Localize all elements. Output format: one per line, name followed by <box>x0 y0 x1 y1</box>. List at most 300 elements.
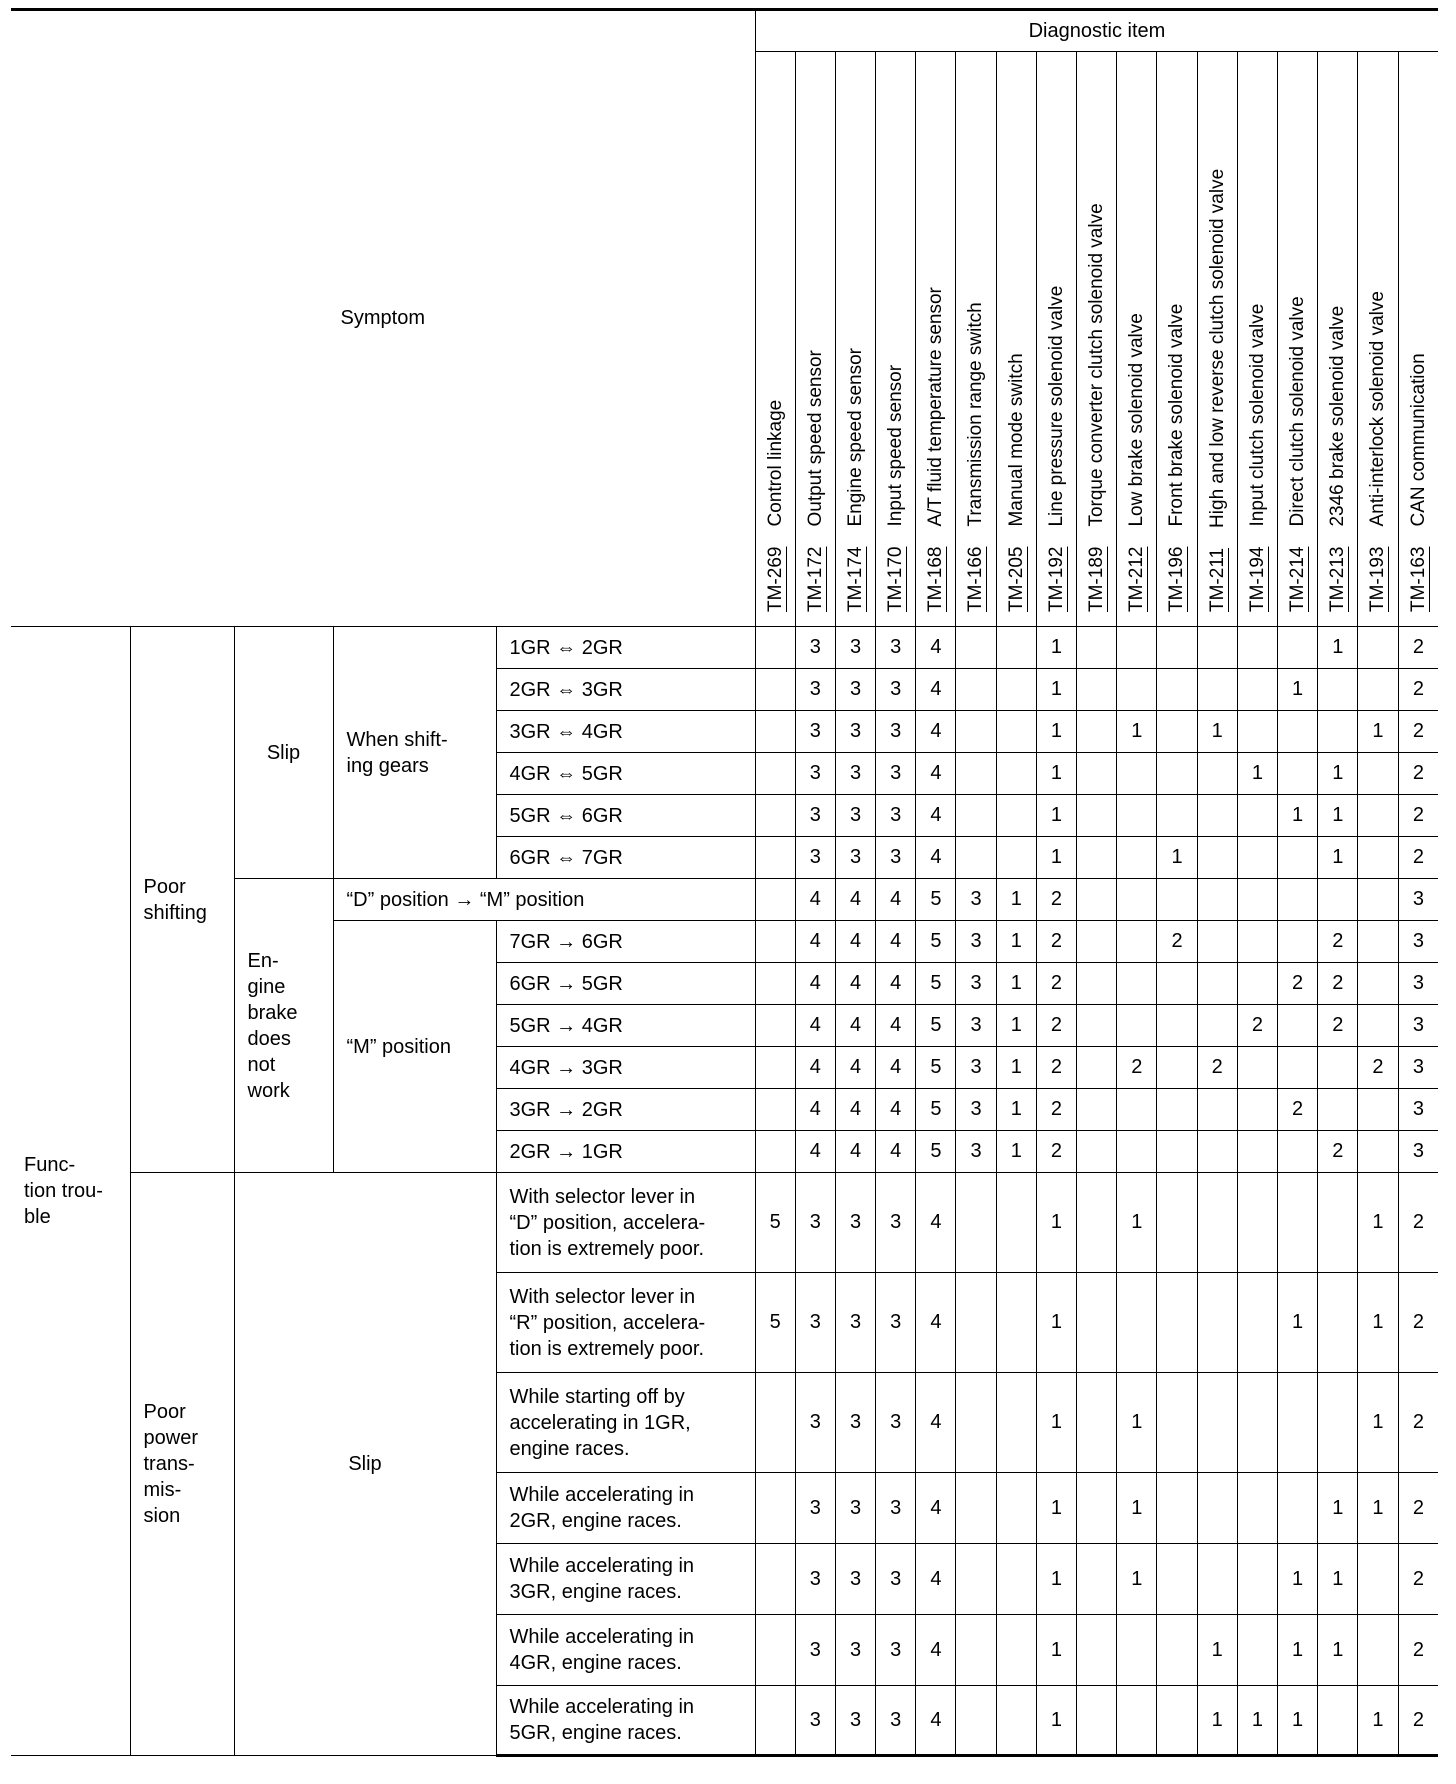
priority-value <box>1157 1273 1197 1373</box>
priority-value: 1 <box>1036 795 1076 837</box>
column-header <box>1237 52 1277 627</box>
priority-value: 3 <box>1398 1047 1438 1089</box>
priority-value: 3 <box>795 669 835 711</box>
priority-value <box>755 1473 795 1544</box>
priority-value: 4 <box>876 1131 916 1173</box>
symptom-label: 4GR ⇔ 5GR <box>496 753 755 795</box>
priority-value <box>1237 921 1277 963</box>
priority-value <box>996 795 1036 837</box>
priority-value <box>956 795 996 837</box>
priority-value <box>1157 879 1197 921</box>
priority-value <box>755 627 795 669</box>
priority-value <box>1358 963 1398 1005</box>
priority-value: 1 <box>996 1047 1036 1089</box>
priority-value: 2 <box>1036 1131 1076 1173</box>
priority-value <box>1277 1131 1317 1173</box>
symptom-label: With selector lever in “D” position, accelera- tion is extremely poor. <box>496 1173 755 1273</box>
priority-value: 1 <box>1036 1173 1076 1273</box>
priority-value: 4 <box>876 921 916 963</box>
category-slip-power: Slip <box>234 1173 496 1756</box>
priority-value: 4 <box>795 963 835 1005</box>
priority-value: 3 <box>956 1047 996 1089</box>
reference-link[interactable]: TM-213 <box>1327 546 1349 612</box>
priority-value <box>956 1615 996 1686</box>
priority-value <box>1277 1373 1317 1473</box>
priority-value <box>1197 837 1237 879</box>
priority-value: 3 <box>1398 879 1438 921</box>
priority-value: 3 <box>876 837 916 879</box>
priority-value: 3 <box>795 753 835 795</box>
priority-value <box>1318 879 1358 921</box>
column-header <box>1157 52 1197 627</box>
diagnostic-item-name: 2346 brake solenoid valve <box>1327 305 1349 527</box>
priority-value: 3 <box>835 837 875 879</box>
reference-link[interactable]: TM-163 <box>1407 546 1429 612</box>
priority-value: 2 <box>1398 627 1438 669</box>
priority-value: 2 <box>1197 1047 1237 1089</box>
priority-value <box>1117 879 1157 921</box>
priority-value: 1 <box>1318 753 1358 795</box>
priority-value: 3 <box>795 1615 835 1686</box>
priority-value <box>1117 963 1157 1005</box>
symptom-label: With selector lever in “R” position, accelera- tion is extremely poor. <box>496 1273 755 1373</box>
priority-value: 3 <box>835 1373 875 1473</box>
priority-value <box>1117 627 1157 669</box>
column-header <box>1358 52 1398 627</box>
priority-value: 4 <box>835 963 875 1005</box>
priority-value: 2 <box>1398 1615 1438 1686</box>
priority-value <box>1077 627 1117 669</box>
priority-value: 5 <box>755 1173 795 1273</box>
column-header <box>1398 52 1438 627</box>
priority-value: 1 <box>1117 711 1157 753</box>
priority-value <box>1117 1005 1157 1047</box>
priority-value <box>755 1373 795 1473</box>
priority-value: 1 <box>1036 1373 1076 1473</box>
symptom-label: 5GR → 4GR <box>496 1005 755 1047</box>
reference-link[interactable]: TM-196 <box>1166 546 1188 612</box>
symptom-label: 7GR → 6GR <box>496 921 755 963</box>
priority-value: 3 <box>876 627 916 669</box>
priority-value <box>996 669 1036 711</box>
priority-value <box>1358 1544 1398 1615</box>
symptom-label: While starting off by accelerating in 1GR, engine races. <box>496 1373 755 1473</box>
priority-value <box>1077 753 1117 795</box>
priority-value <box>1237 1373 1277 1473</box>
priority-value: 3 <box>795 1473 835 1544</box>
priority-value: 1 <box>1036 1686 1076 1756</box>
priority-value: 2 <box>1036 1089 1076 1131</box>
priority-value: 1 <box>1036 711 1076 753</box>
priority-value <box>1117 1089 1157 1131</box>
priority-value <box>1277 879 1317 921</box>
priority-value: 3 <box>956 963 996 1005</box>
column-header <box>1117 52 1157 627</box>
priority-value: 3 <box>795 1173 835 1273</box>
priority-value <box>1277 1047 1317 1089</box>
symptom-label: While accelerating in 3GR, engine races. <box>496 1544 755 1615</box>
priority-value: 2 <box>1398 711 1438 753</box>
priority-value: 4 <box>916 1173 956 1273</box>
symptom-label: 1GR ⇔ 2GR <box>496 627 755 669</box>
priority-value <box>1157 1615 1197 1686</box>
column-header <box>956 52 996 627</box>
priority-value: 3 <box>956 1005 996 1047</box>
reference-link[interactable]: TM-269 <box>764 546 786 612</box>
priority-value: 3 <box>876 669 916 711</box>
priority-value: 5 <box>916 1005 956 1047</box>
column-header <box>755 52 795 627</box>
symptom-label: 6GR ⇔ 7GR <box>496 837 755 879</box>
priority-value: 2 <box>1398 1686 1438 1756</box>
priority-value: 4 <box>916 837 956 879</box>
priority-value <box>1077 1615 1117 1686</box>
priority-value <box>1237 627 1277 669</box>
priority-value <box>1237 1173 1277 1273</box>
priority-value <box>1358 921 1398 963</box>
priority-value: 2 <box>1318 963 1358 1005</box>
priority-value <box>1157 753 1197 795</box>
priority-value <box>996 753 1036 795</box>
diagnostic-item-name: Manual mode switch <box>1005 353 1027 527</box>
reference-link[interactable]: TM-172 <box>804 546 826 612</box>
priority-value: 2 <box>1398 1373 1438 1473</box>
priority-value: 2 <box>1036 921 1076 963</box>
diagnostic-item-name: Anti-interlock solenoid valve <box>1367 291 1389 527</box>
priority-value: 2 <box>1358 1047 1398 1089</box>
priority-value <box>1237 1089 1277 1131</box>
priority-value <box>1277 1473 1317 1544</box>
priority-value: 1 <box>1277 1544 1317 1615</box>
column-header <box>1318 52 1358 627</box>
priority-value <box>1077 963 1117 1005</box>
category-slip: Slip <box>234 627 333 879</box>
priority-value <box>1318 1686 1358 1756</box>
category-m-position: “M” position <box>333 921 496 1173</box>
priority-value <box>1157 1373 1197 1473</box>
column-header <box>1036 52 1076 627</box>
priority-value <box>1077 921 1117 963</box>
priority-value <box>1237 1544 1277 1615</box>
priority-value: 1 <box>1036 669 1076 711</box>
priority-value: 2 <box>1398 795 1438 837</box>
priority-value: 4 <box>835 879 875 921</box>
priority-value: 1 <box>1318 1615 1358 1686</box>
priority-value: 3 <box>956 921 996 963</box>
reference-link[interactable]: TM-168 <box>925 546 947 612</box>
column-header-text <box>1399 52 1439 626</box>
priority-value <box>1358 795 1398 837</box>
symptom-label: 3GR ⇔ 4GR <box>496 711 755 753</box>
priority-value <box>1197 921 1237 963</box>
priority-value <box>1157 1131 1197 1173</box>
priority-value <box>956 837 996 879</box>
priority-value: 3 <box>795 627 835 669</box>
priority-value: 4 <box>795 1005 835 1047</box>
priority-value: 4 <box>876 1047 916 1089</box>
priority-value <box>1237 837 1277 879</box>
priority-value: 2 <box>1398 1544 1438 1615</box>
priority-value <box>755 669 795 711</box>
priority-value: 2 <box>1036 879 1076 921</box>
priority-value: 4 <box>876 1005 916 1047</box>
priority-value <box>1318 669 1358 711</box>
priority-value <box>1157 711 1197 753</box>
priority-value <box>755 921 795 963</box>
priority-value <box>1077 1047 1117 1089</box>
column-header <box>916 52 956 627</box>
priority-value: 4 <box>916 1544 956 1615</box>
priority-value <box>1277 837 1317 879</box>
symptom-label: 2GR ⇔ 3GR <box>496 669 755 711</box>
priority-value <box>1277 921 1317 963</box>
priority-value: 4 <box>795 1047 835 1089</box>
priority-value <box>1077 1173 1117 1273</box>
column-header-text <box>876 52 916 626</box>
priority-value: 2 <box>1398 669 1438 711</box>
column-header-text <box>1198 52 1238 626</box>
priority-value: 3 <box>835 1686 875 1756</box>
priority-value: 3 <box>1398 963 1438 1005</box>
reference-link[interactable]: TM-166 <box>965 546 987 612</box>
symptom-label: While accelerating in 5GR, engine races. <box>496 1686 755 1756</box>
priority-value <box>1197 1473 1237 1544</box>
column-header-text <box>1037 52 1077 626</box>
priority-value: 2 <box>1398 1473 1438 1544</box>
reference-link[interactable]: TM-205 <box>1005 546 1027 612</box>
diagnostic-item-name: Front brake solenoid valve <box>1166 303 1188 527</box>
table-row <box>11 627 1438 669</box>
priority-value: 1 <box>1277 1273 1317 1373</box>
priority-value: 1 <box>996 1131 1036 1173</box>
priority-value <box>1237 1615 1277 1686</box>
priority-value <box>1157 1686 1197 1756</box>
priority-value <box>1197 879 1237 921</box>
priority-value <box>956 1473 996 1544</box>
reference-link[interactable]: TM-212 <box>1126 546 1148 612</box>
priority-value <box>1277 753 1317 795</box>
priority-value: 2 <box>1398 753 1438 795</box>
diagnostic-item-name: Torque converter clutch solenoid valve <box>1086 203 1108 527</box>
priority-value: 3 <box>956 879 996 921</box>
reference-link[interactable]: TM-194 <box>1246 546 1268 612</box>
reference-link[interactable]: TM-214 <box>1286 546 1308 612</box>
priority-value <box>1157 963 1197 1005</box>
priority-value: 1 <box>996 1089 1036 1131</box>
priority-value: 3 <box>1398 1005 1438 1047</box>
column-header-text <box>1358 52 1398 626</box>
priority-value <box>1117 795 1157 837</box>
priority-value <box>1197 963 1237 1005</box>
priority-value: 2 <box>1157 921 1197 963</box>
priority-value: 3 <box>876 1173 916 1273</box>
priority-value: 4 <box>916 1473 956 1544</box>
priority-value: 3 <box>835 669 875 711</box>
priority-value: 3 <box>835 627 875 669</box>
priority-value: 3 <box>795 1273 835 1373</box>
diagnostic-item-name: Input clutch solenoid valve <box>1246 303 1268 527</box>
priority-value: 1 <box>1358 1473 1398 1544</box>
priority-value: 1 <box>996 1005 1036 1047</box>
reference-link[interactable]: TM-192 <box>1045 546 1067 612</box>
priority-value: 1 <box>1237 1686 1277 1756</box>
priority-value: 3 <box>956 1131 996 1173</box>
priority-value: 5 <box>916 1047 956 1089</box>
priority-value <box>755 753 795 795</box>
priority-value: 3 <box>835 1173 875 1273</box>
priority-value: 3 <box>876 1686 916 1756</box>
priority-value: 3 <box>876 1373 916 1473</box>
priority-value <box>755 963 795 1005</box>
priority-value <box>1157 795 1197 837</box>
priority-value <box>1197 1005 1237 1047</box>
priority-value <box>1077 879 1117 921</box>
column-header <box>1197 52 1237 627</box>
priority-value <box>1197 1089 1237 1131</box>
priority-value <box>956 1686 996 1756</box>
priority-value <box>1358 837 1398 879</box>
column-header <box>996 52 1036 627</box>
priority-value <box>755 1089 795 1131</box>
priority-value <box>1237 1273 1277 1373</box>
priority-value <box>956 1273 996 1373</box>
column-header-text <box>1117 52 1157 626</box>
priority-value <box>755 1544 795 1615</box>
priority-value <box>1077 1686 1117 1756</box>
priority-value <box>1318 1173 1358 1273</box>
priority-value: 5 <box>916 879 956 921</box>
priority-value <box>1358 1005 1398 1047</box>
priority-value <box>1077 1273 1117 1373</box>
column-header-text <box>1238 52 1278 626</box>
diagnostic-item-name: Line pressure solenoid valve <box>1045 285 1067 527</box>
priority-value <box>1157 1473 1197 1544</box>
priority-value: 3 <box>795 837 835 879</box>
priority-value <box>755 879 795 921</box>
diagnostic-item-name: Control linkage <box>764 399 786 527</box>
priority-value <box>1237 795 1277 837</box>
column-header-text <box>916 52 956 626</box>
column-header-text <box>1157 52 1197 626</box>
column-header <box>1077 52 1117 627</box>
priority-value: 3 <box>835 1544 875 1615</box>
priority-value: 1 <box>1036 1544 1076 1615</box>
priority-value <box>1197 1273 1237 1373</box>
priority-value <box>1358 1615 1398 1686</box>
priority-value <box>1277 627 1317 669</box>
priority-value <box>1117 1273 1157 1373</box>
priority-value <box>1318 1089 1358 1131</box>
priority-value: 1 <box>1318 1473 1358 1544</box>
priority-value <box>1358 753 1398 795</box>
priority-value: 3 <box>835 711 875 753</box>
priority-value: 1 <box>1358 1686 1398 1756</box>
priority-value: 5 <box>916 1089 956 1131</box>
priority-value <box>1237 1131 1277 1173</box>
priority-value: 3 <box>876 1544 916 1615</box>
symptom-label: 3GR → 2GR <box>496 1089 755 1131</box>
priority-value <box>956 1373 996 1473</box>
diagnostic-item-name: Engine speed sensor <box>844 348 866 527</box>
column-header-text <box>836 52 876 626</box>
priority-value: 4 <box>835 1131 875 1173</box>
priority-value: 4 <box>876 879 916 921</box>
reference-link[interactable]: TM-211 <box>1206 547 1228 612</box>
reference-link[interactable]: TM-189 <box>1086 546 1108 612</box>
priority-value: 3 <box>876 1473 916 1544</box>
priority-value: 1 <box>1197 1615 1237 1686</box>
priority-value: 5 <box>755 1273 795 1373</box>
priority-value <box>956 711 996 753</box>
priority-value <box>1157 1005 1197 1047</box>
priority-value: 2 <box>1398 837 1438 879</box>
diagnostic-item-name: Input speed sensor <box>885 364 907 527</box>
reference-link[interactable]: TM-170 <box>885 546 907 612</box>
priority-value <box>1197 1173 1237 1273</box>
reference-link[interactable]: TM-174 <box>844 546 866 612</box>
priority-value: 3 <box>795 1544 835 1615</box>
priority-value: 4 <box>916 669 956 711</box>
priority-value <box>1077 1089 1117 1131</box>
priority-value <box>1157 1089 1197 1131</box>
priority-value <box>956 627 996 669</box>
priority-value: 1 <box>1358 711 1398 753</box>
priority-value <box>1117 1131 1157 1173</box>
priority-value: 4 <box>916 1686 956 1756</box>
priority-value <box>1077 837 1117 879</box>
priority-value: 3 <box>876 753 916 795</box>
priority-value <box>956 1173 996 1273</box>
column-header-text <box>956 52 996 626</box>
priority-value: 1 <box>1036 837 1076 879</box>
priority-value <box>956 1544 996 1615</box>
symptom-label: 2GR → 1GR <box>496 1131 755 1173</box>
priority-value: 3 <box>795 711 835 753</box>
priority-value <box>1077 711 1117 753</box>
priority-value: 3 <box>1398 1131 1438 1173</box>
priority-value <box>1197 1544 1237 1615</box>
priority-value <box>956 753 996 795</box>
priority-value: 4 <box>916 1615 956 1686</box>
priority-value: 3 <box>835 795 875 837</box>
column-header-text <box>997 52 1037 626</box>
priority-value: 3 <box>1398 921 1438 963</box>
priority-value: 2 <box>1398 1173 1438 1273</box>
priority-value <box>755 1047 795 1089</box>
priority-value: 1 <box>1277 1686 1317 1756</box>
priority-value: 3 <box>795 1373 835 1473</box>
priority-value: 1 <box>996 879 1036 921</box>
priority-value: 1 <box>1318 627 1358 669</box>
diagnostic-item-name: A/T fluid temperature sensor <box>925 287 947 527</box>
priority-value: 1 <box>1237 753 1277 795</box>
priority-value: 1 <box>1036 1473 1076 1544</box>
column-header-text <box>1077 52 1117 626</box>
priority-value <box>996 1373 1036 1473</box>
priority-value: 5 <box>916 963 956 1005</box>
priority-value: 5 <box>916 1131 956 1173</box>
priority-value <box>996 1544 1036 1615</box>
diagnostic-item-name: CAN communication <box>1407 353 1429 527</box>
category-poor-shifting: Poor shifting <box>130 627 234 1173</box>
priority-value <box>1277 1005 1317 1047</box>
priority-value <box>1197 795 1237 837</box>
diagnostic-item-name: Output speed sensor <box>804 350 826 527</box>
priority-value <box>1358 627 1398 669</box>
reference-link[interactable]: TM-193 <box>1367 546 1389 612</box>
priority-value: 1 <box>1318 795 1358 837</box>
priority-value: 4 <box>876 963 916 1005</box>
